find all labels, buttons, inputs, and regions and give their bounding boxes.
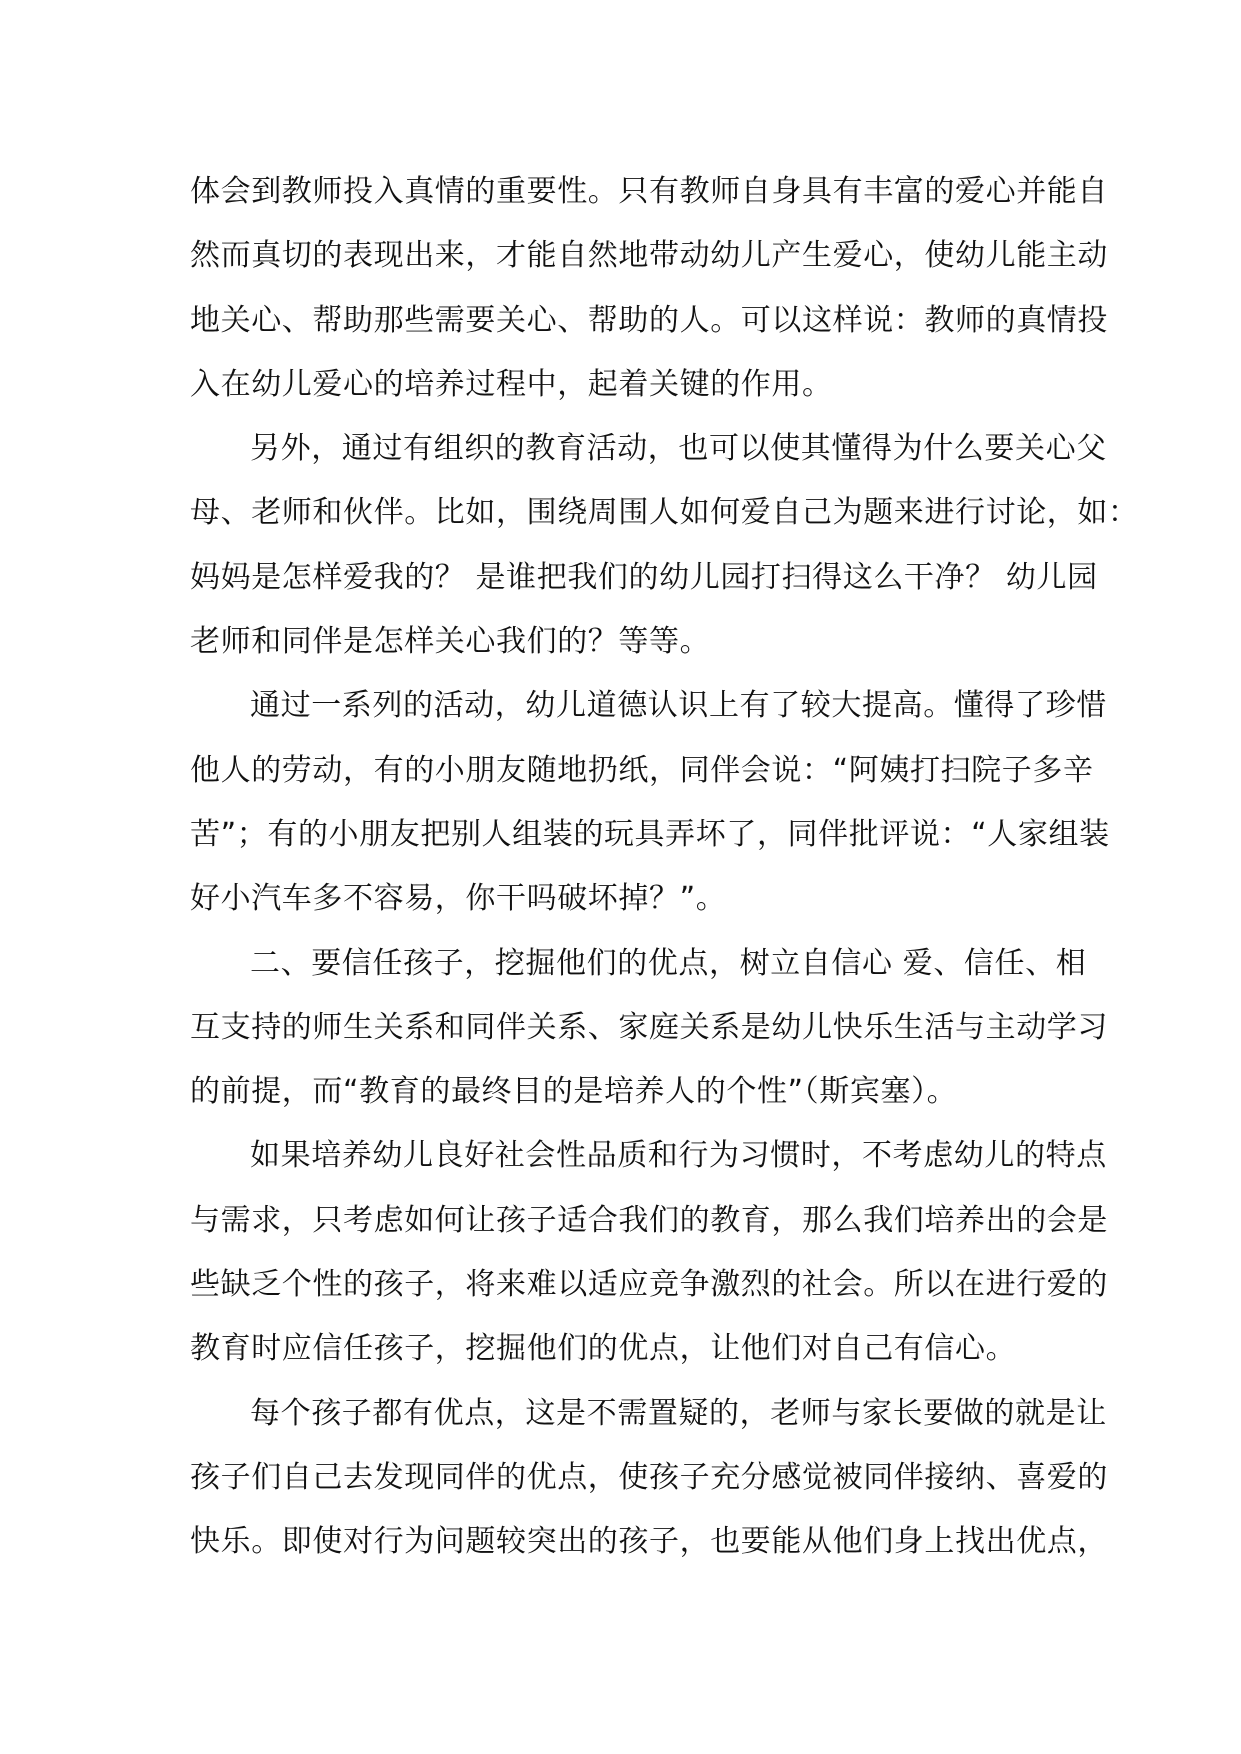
text-line: 老师和同伴是怎样关心我们的？等等。 xyxy=(190,624,711,660)
paragraph-first-line: 每个孩子都有优点，这是不需置疑的，老师与家长要做的就是让 xyxy=(250,1395,1107,1431)
document-body xyxy=(190,160,1139,1575)
paragraph-first-line: 如果培养幼儿良好社会性品质和行为习惯时，不考虑幼儿的特点 xyxy=(250,1138,1107,1174)
text-line: 地关心、帮助那些需要关心、帮助的人。可以这样说：教师的真情投 xyxy=(190,302,1108,338)
text-line: 然而真切的表现出来，才能自然地带动幼儿产生爱心，使幼儿能主动 xyxy=(190,238,1108,274)
text-line: 妈妈是怎样爱我的？ 是谁把我们的幼儿园打扫得这么干净？ 幼儿园 xyxy=(190,559,1098,595)
text-line: 快乐。即使对行为问题较突出的孩子，也要能从他们身上找出优点， xyxy=(190,1524,1108,1560)
text-line: 的前提，而“教育的最终目的是培养人的个性”（斯宾塞）。 xyxy=(190,1074,958,1110)
text-line: 苦”；有的小朋友把别人组装的玩具弄坏了，同伴批评说：“人家组装 xyxy=(190,816,1110,852)
text-line: 些缺乏个性的孩子，将来难以适应竞争激烈的社会。所以在进行爱的 xyxy=(190,1267,1108,1303)
text-line: 好小汽车多不容易，你干吗破坏掉？”。 xyxy=(190,881,727,917)
paragraph-first-line: 另外，通过有组织的教育活动，也可以使其懂得为什么要关心父 xyxy=(250,431,1107,467)
text-line: 与需求，只考虑如何让孩子适合我们的教育，那么我们培养出的会是 xyxy=(190,1202,1108,1238)
text-line: 互支持的师生关系和同伴关系、家庭关系是幼儿快乐生活与主动学习 xyxy=(190,1009,1108,1045)
paragraph-first-line: 通过一系列的活动，幼儿道德认识上有了较大提高。懂得了珍惜 xyxy=(250,688,1107,724)
text-line: 母、老师和伙伴。比如，围绕周围人如何爱自己为题来进行讨论，如： xyxy=(190,495,1139,531)
text-line: 教育时应信任孩子，挖掘他们的优点，让他们对自己有信心。 xyxy=(190,1331,1017,1367)
text-line: 他人的劳动，有的小朋友随地扔纸，同伴会说：“阿姨打扫院子多辛 xyxy=(190,752,1094,788)
text-line: 孩子们自己去发现同伴的优点，使孩子充分感觉被同伴接纳、喜爱的 xyxy=(190,1459,1108,1495)
section-heading-line: 二、要信任孩子，挖掘他们的优点，树立自信心 爱、信任、相 xyxy=(250,945,1087,981)
text-line: 体会到教师投入真情的重要性。只有教师自身具有丰富的爱心并能自 xyxy=(190,174,1108,209)
text-line: 入在幼儿爱心的培养过程中，起着关键的作用。 xyxy=(190,366,833,402)
